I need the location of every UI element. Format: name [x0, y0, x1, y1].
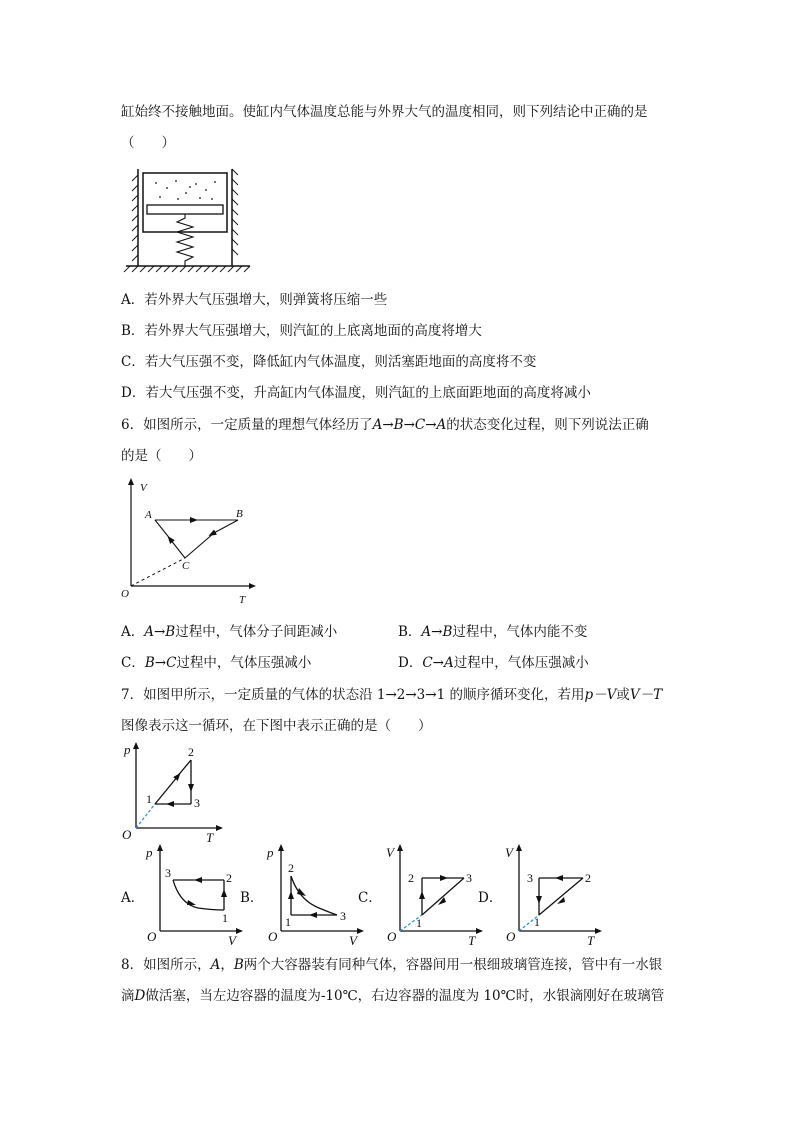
q7-choice-c-label: C． — [358, 890, 382, 906]
q7-a-point-2: 2 — [226, 871, 232, 885]
q6-origin-label: O — [121, 588, 129, 600]
q5-option-a: A．若外界大气压强增大，则弹簧将压缩一些 — [121, 292, 388, 308]
q7-c-point-1: 1 — [416, 916, 422, 930]
q7-main-x-axis: T — [206, 830, 214, 845]
q7-c-point-2: 2 — [408, 871, 414, 885]
q6-point-a: A — [145, 509, 152, 521]
q7-b-origin: O — [268, 929, 278, 944]
q7-a-origin: O — [147, 929, 157, 944]
q7-d-point-1: 1 — [534, 915, 540, 929]
q7-main-pt-graph — [118, 740, 228, 845]
q7-stem-line-2: 图像表示这一循环，在下图中表示正确的是（ ） — [121, 718, 432, 734]
q7-d-origin: O — [506, 929, 516, 944]
q7-d-point-3: 3 — [527, 871, 533, 885]
q7-choice-a-label: A． — [121, 890, 145, 906]
q6-x-axis-label: T — [239, 594, 246, 606]
q7-stem-line: 7．如图甲所示，一定质量的气体的状态沿 1→2→3→1 的顺序循环变化，若用p－V或V－T — [121, 687, 663, 703]
q6-y-axis-label: V — [140, 482, 147, 494]
q7-c-y-axis: V — [386, 845, 394, 860]
q7-main-origin: O — [122, 827, 132, 842]
q7-b-point-1: 1 — [285, 915, 291, 929]
q6-point-b: B — [236, 508, 243, 520]
q7-choice-b-graph — [261, 842, 366, 948]
q6-point-c: C — [182, 560, 190, 572]
q7-main-label-3: 3 — [194, 796, 200, 810]
q7-choice-b-label: B． — [240, 890, 264, 906]
q5-cylinder-figure — [120, 165, 255, 273]
q6-option-b: B．A→B过程中，气体内能不变 — [398, 624, 588, 640]
q7-a-point-1: 1 — [222, 911, 228, 925]
q7-c-point-3: 3 — [466, 871, 472, 885]
q6-option-a: A．A→B过程中，气体分子间距减小 — [121, 624, 338, 640]
q7-b-x-axis: V — [349, 933, 357, 948]
q7-a-x-axis: V — [228, 933, 236, 948]
q7-main-label-2: 2 — [188, 745, 194, 759]
q7-b-point-3: 3 — [340, 909, 346, 923]
q6-stem-line-2: 的是（ ） — [121, 448, 202, 464]
q7-a-point-3: 3 — [165, 866, 171, 880]
q8-stem-line: 8．如图所示，A，B两个大容器装有同种气体，容器间用一根细玻璃管连接，管中有一水银 — [121, 957, 663, 973]
q7-d-x-axis: T — [587, 933, 595, 948]
q7-a-y-axis: p — [146, 845, 153, 860]
q5-option-d: D．若大气压强不变，升高缸内气体温度，则汽缸的上底面距地面的高度将减小 — [121, 385, 591, 401]
q7-main-label-1: 1 — [146, 792, 152, 806]
q7-choice-c-graph — [380, 842, 485, 948]
q6-stem-line: 6．如图所示，一定质量的理想气体经历了A→B→C→A的状态变化过程，则下列说法正确 — [121, 417, 649, 433]
q6-option-d: D．C→A过程中，气体压强减小 — [398, 655, 589, 671]
q7-b-y-axis: p — [267, 845, 274, 860]
q7-d-y-axis: V — [505, 845, 513, 860]
q7-main-y-axis: p — [124, 742, 131, 757]
q5-option-c: C．若大气压强不变，降低缸内气体温度，则活塞距地面的高度将不变 — [121, 354, 537, 370]
q7-b-point-2: 2 — [288, 861, 294, 875]
q7-c-origin: O — [387, 929, 397, 944]
q5-option-b: B．若外界大气压强增大，则汽缸的上底离地面的高度将增大 — [121, 323, 482, 339]
q8-stem-line-2: 滴D做活塞，当左边容器的温度为-10℃，右边容器的温度为 10℃时，水银滴刚好在玻璃管 — [121, 988, 665, 1004]
q5-stem-line: 缸始终不接触地面。使缸内气体温度总能与外界大气的温度相同，则下列结论中正确的是 — [121, 104, 648, 120]
q7-c-x-axis: T — [468, 933, 476, 948]
q7-choice-d-graph — [499, 842, 604, 948]
q6-option-c: C．B→C过程中，气体压强减小 — [121, 655, 312, 671]
q7-d-point-2: 2 — [585, 871, 591, 885]
q7-choice-d-label: D． — [478, 890, 503, 906]
q7-choice-a-graph — [140, 842, 245, 948]
q5-answer-bracket: （ ） — [121, 135, 175, 151]
q6-vt-graph — [118, 476, 258, 606]
